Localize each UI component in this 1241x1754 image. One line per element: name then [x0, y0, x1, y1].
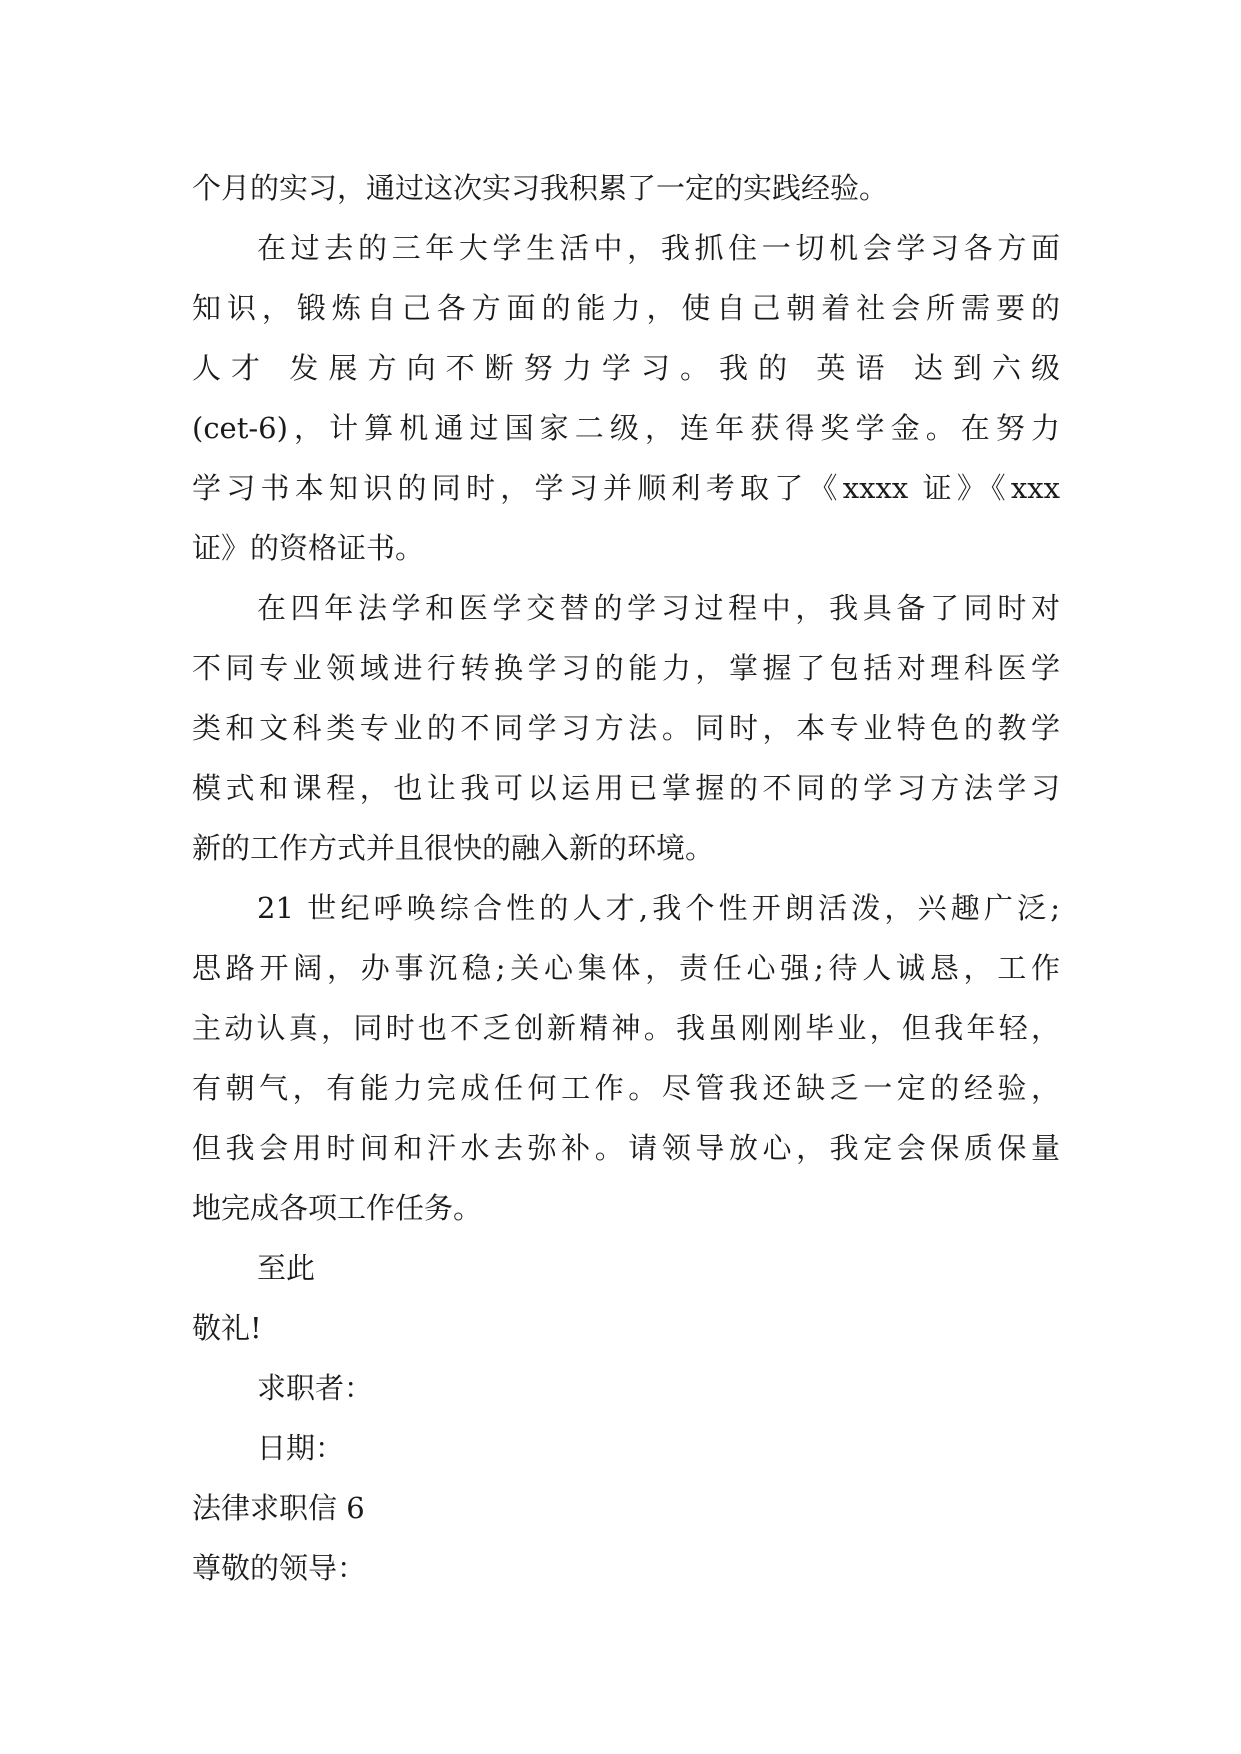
section-heading: 法律求职信 6: [192, 1491, 365, 1525]
applicant-line: 求职者：: [257, 1371, 374, 1405]
text-line: 在过去的三年大学生活中，我抓住一切机会学习各方面: [257, 231, 1060, 265]
text-line: 学习书本知识的同时，学习并顺利考取了《xxxx 证》《xxx: [192, 471, 1060, 505]
text-line: 模式和课程，也让我可以运用已掌握的不同的学习方法学习: [192, 771, 1060, 805]
text-line: 证》的资格证书。: [192, 531, 425, 565]
text-line: 在四年法学和医学交替的学习过程中，我具备了同时对: [257, 591, 1060, 625]
text-line: 个月的实习，通过这次实习我积累了一定的实践经验。: [192, 171, 889, 205]
closing-line: 至此: [257, 1251, 316, 1285]
text-line: 知识，锻炼自己各方面的能力，使自己朝着社会所需要的: [192, 291, 1060, 325]
text-line: 不同专业领域进行转换学习的能力，掌握了包括对理科医学: [192, 651, 1060, 685]
text-line: 新的工作方式并且很快的融入新的环境。: [192, 831, 715, 865]
text-line: 主动认真，同时也不乏创新精神。我虽刚刚毕业，但我年轻，: [192, 1011, 1060, 1045]
text-line: 有朝气，有能力完成任何工作。尽管我还缺乏一定的经验，: [192, 1071, 1060, 1105]
text-line: 21 世纪呼唤综合性的人才,我个性开朗活泼，兴趣广泛;: [257, 891, 1060, 925]
text-line: (cet-6)，计算机通过国家二级，连年获得奖学金。在努力: [192, 411, 1060, 445]
text-line: 思路开阔，办事沉稳;关心集体，责任心强;待人诚恳，工作: [192, 951, 1060, 985]
salutation-line: 敬礼!: [192, 1311, 262, 1345]
date-line: 日期：: [257, 1431, 345, 1465]
text-line: 人才 发展方向不断努力学习。我的 英语 达到六级: [192, 351, 1060, 385]
document-body: [192, 158, 1060, 1598]
text-line: 地完成各项工作任务。: [192, 1191, 483, 1225]
text-line: 但我会用时间和汗水去弥补。请领导放心，我定会保质保量: [192, 1131, 1060, 1165]
text-line: 类和文科类专业的不同学习方法。同时，本专业特色的教学: [192, 711, 1060, 745]
greeting-line: 尊敬的领导：: [192, 1551, 367, 1585]
